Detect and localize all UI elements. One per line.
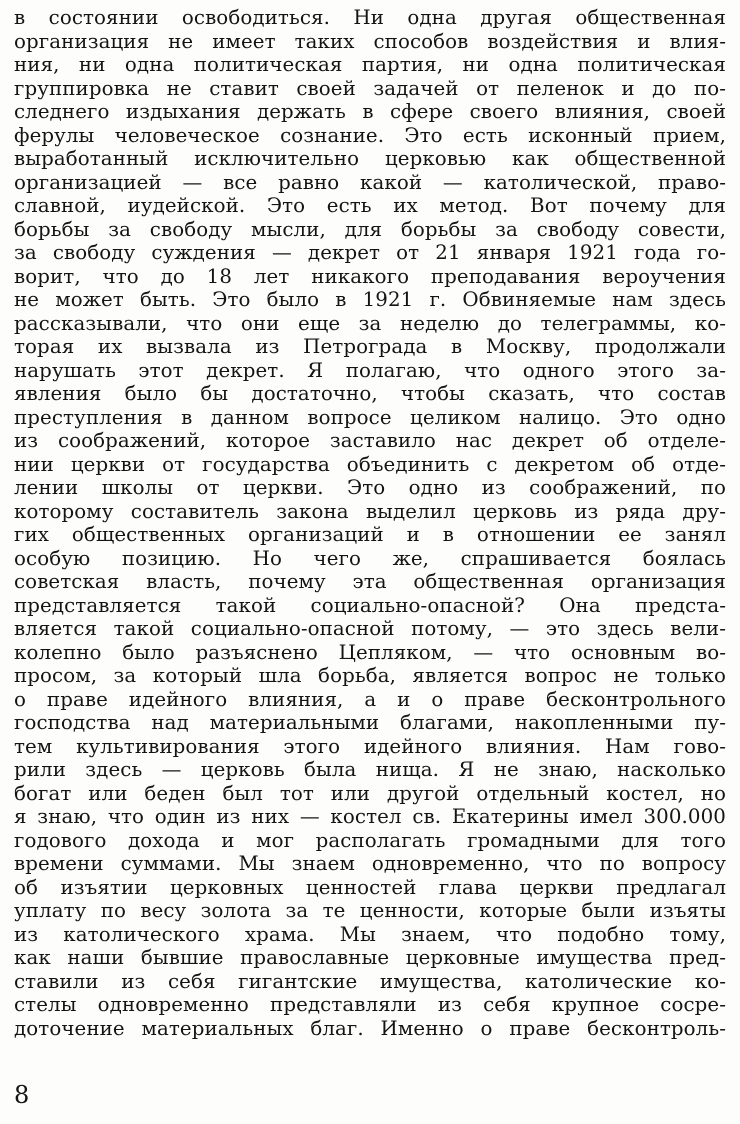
text-line: советская власть, почему эта общественная организация: [14, 570, 726, 593]
text-line: выработанный исключительно церковью как общественной: [14, 147, 726, 170]
text-line: как наши бывшие православные церковные имущества пред-: [14, 946, 726, 969]
text-line: об изъятии церковных ценностей глава церкви предлагал: [14, 875, 726, 899]
text-line: ставили из себя гигантские имущества, католические ко-: [14, 969, 726, 993]
text-line: организация не имеет таких способов воздействия и влия-: [14, 29, 726, 53]
text-line: борьбы за свободу мысли, для борьбы за свободу совести,: [14, 217, 726, 241]
text-line: торая их вызвала из Петрограда в Москву, продолжали: [14, 335, 726, 358]
text-line: следнего издыхания держать в сфере своего влияния, своей: [14, 100, 726, 123]
text-line: вляется такой социально-опасной потому, — это здесь вели-: [14, 617, 726, 640]
text-line: просом, за который шла борьба, является вопрос не только: [14, 664, 726, 687]
text-line: годового дохода и мог располагать громадными для того: [14, 828, 726, 852]
text-line: нарушать этот декрет. Я полагаю, что одного этого за-: [14, 358, 726, 382]
text-line: ния, ни одна политическая партия, ни одна политическая: [14, 53, 726, 76]
body-text: [14, 6, 726, 1040]
text-line: богат или беден был тот или другой отдельный костел, но: [14, 781, 726, 805]
text-line: тем культивирования этого идейного влияния. Нам гово-: [14, 734, 726, 758]
text-line: группировка не ставит своей задачей от пеленок и до по-: [14, 76, 726, 100]
text-line: стелы одновременно представляли из себя крупное сосре-: [14, 993, 726, 1016]
text-line: лении школы от церкви. Это одно из соображений, по: [14, 476, 726, 499]
text-line: особую позицию. Но чего же, спрашивается боялась: [14, 546, 726, 570]
text-line: не может быть. Это было в 1921 г. Обвиняемые нам здесь: [14, 288, 726, 311]
text-line: рассказывали, что они еще за неделю до телеграммы, ко-: [14, 311, 726, 335]
text-line: рили здесь — церковь была нища. Я не знаю, насколько: [14, 758, 726, 781]
text-line: доточение материальных благ. Именно о праве бесконтроль-: [14, 1016, 726, 1040]
text-line: я знаю, что один из них — костел св. Екатерины имел 300.000: [14, 805, 726, 828]
text-line: нии церкви от государства объединить с декретом об отде-: [14, 452, 726, 476]
text-line: преступления в данном вопросе целиком налицо. Это одно: [14, 405, 726, 429]
text-line: колепно было разъяснено Цепляком, — что основным во-: [14, 640, 726, 664]
text-line: представляется такой социально-опасной? Она предста-: [14, 593, 726, 617]
text-line: славной, иудейской. Это есть их метод. Вот почему для: [14, 194, 726, 217]
text-line: в состоянии освободиться. Ни одна другая общественная: [14, 6, 726, 29]
text-line: из соображений, которое заставило нас декрет об отделе-: [14, 429, 726, 452]
text-line: из католического храма. Мы знаем, что подобно тому,: [14, 922, 726, 946]
text-line: гих общественных организаций и в отношении ее занял: [14, 523, 726, 546]
text-line: за свободу суждения — декрет от 21 января 1921 года го-: [14, 241, 726, 264]
text-line: явления было бы достаточно, чтобы сказать, что состав: [14, 382, 726, 405]
text-line: уплату по весу золота за те ценности, которые были изъяты: [14, 899, 726, 922]
text-line: господства над материальными благами, накопленными пу-: [14, 711, 726, 734]
page-number: 8: [14, 1081, 30, 1109]
text-line: времени суммами. Мы знаем одновременно, что по вопросу: [14, 852, 726, 875]
text-line: о праве идейного влияния, а и о праве бесконтрольного: [14, 687, 726, 711]
text-line: ферулы человеческое сознание. Это есть исконный прием,: [14, 123, 726, 147]
text-line: организацией — все равно какой — католической, право-: [14, 170, 726, 194]
text-line: которому составитель закона выделил церковь из ряда дру-: [14, 499, 726, 523]
text-line: ворит, что до 18 лет никакого преподавания вероучения: [14, 264, 726, 288]
